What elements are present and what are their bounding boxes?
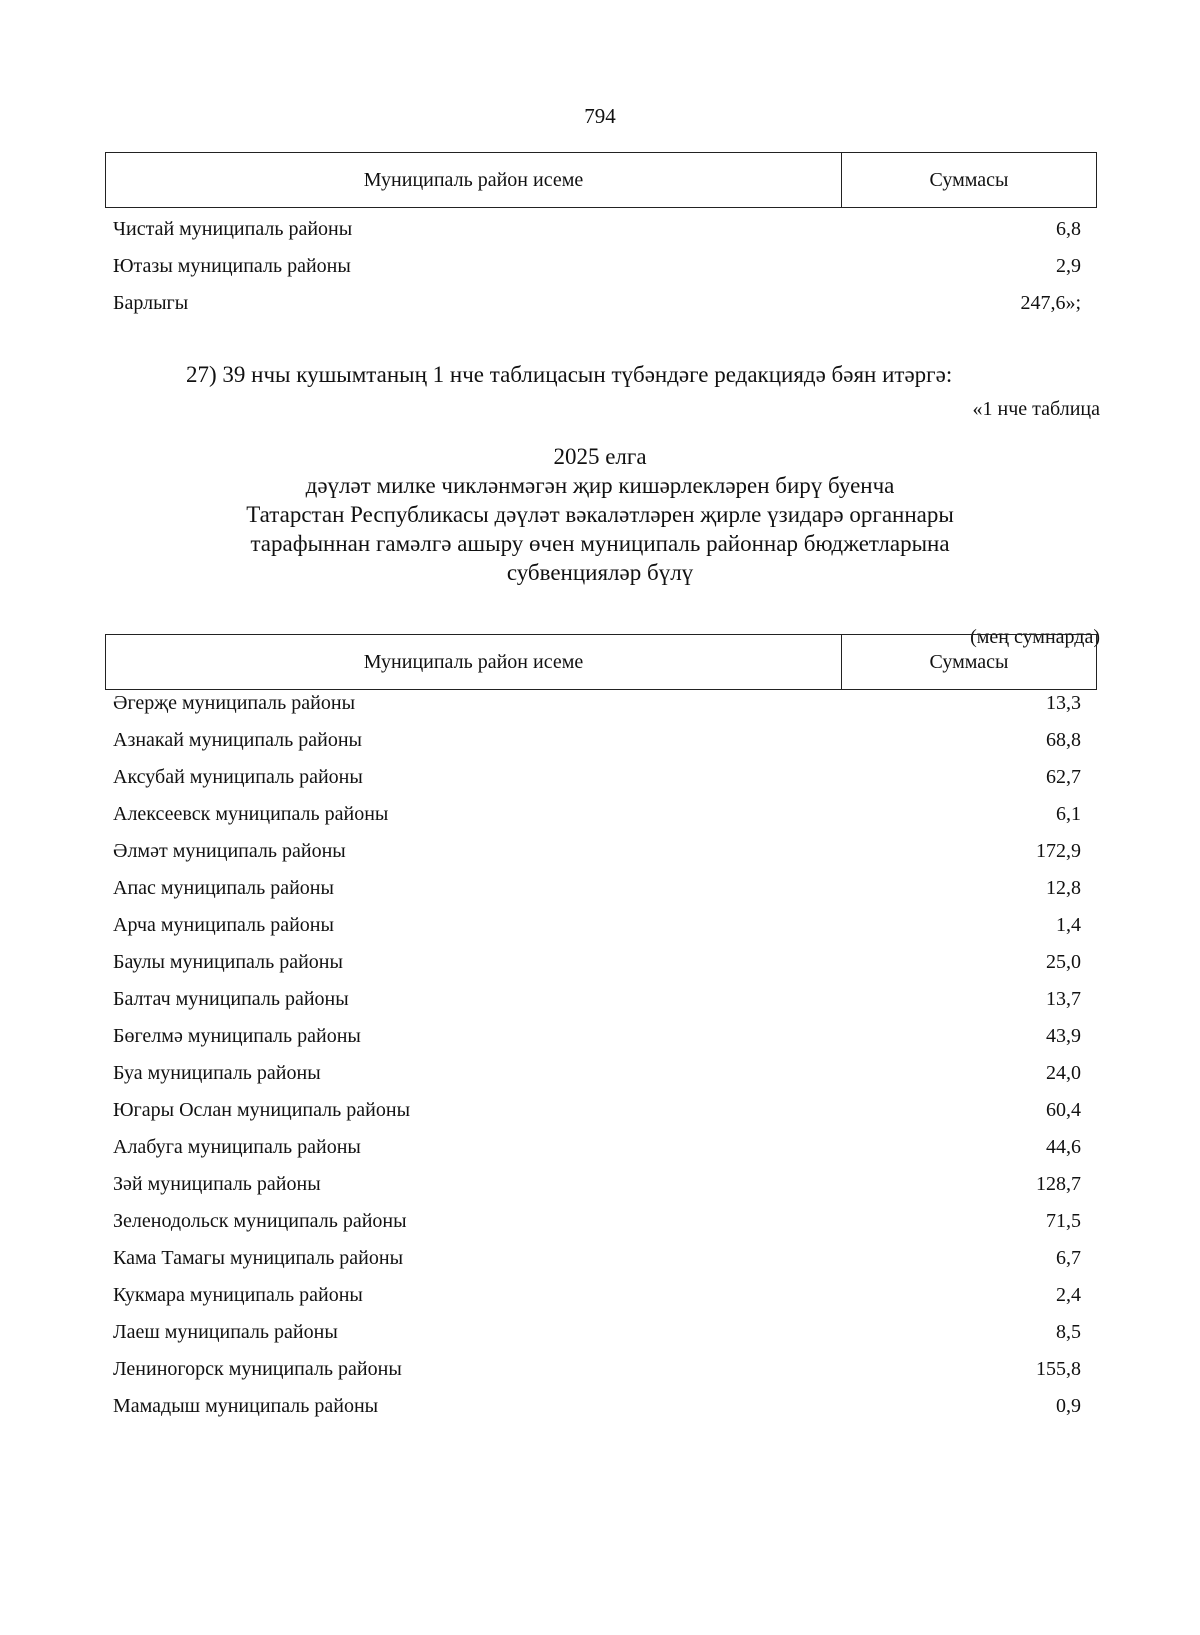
row-name: Югары Ослан муниципаль районы [113,1099,411,1121]
top-table-header [105,152,1097,208]
main-table-header [105,634,1097,690]
table-row [113,1203,1081,1240]
table-row [113,944,1081,981]
row-name: Лениногорск муниципаль районы [113,1358,402,1380]
units-note: (мең сумнарда) [970,626,1100,648]
row-value: 6,1 [1056,803,1081,825]
table-row [113,1240,1081,1277]
row-value: 24,0 [1046,1062,1081,1084]
row-name: Алабуга муниципаль районы [113,1136,361,1158]
column-header-sum: Суммасы [929,168,1009,191]
column-header-name: Муниципаль район исеме [106,153,842,207]
table-row [113,248,1081,285]
row-value: 172,9 [1036,840,1081,862]
row-value: 6,7 [1056,1247,1081,1269]
table-title-line: тарафыннан гамәлгә ашыру өчен муниципаль районнар бюджетларына [250,531,950,556]
table-row [113,833,1081,870]
row-value: 68,8 [1046,729,1081,751]
row-name: Кукмара муниципаль районы [113,1284,363,1306]
page-number: 794 [584,104,616,128]
row-name: Арча муниципаль районы [113,914,334,936]
row-name: Зәй муниципаль районы [113,1173,321,1195]
row-name: Азнакай муниципаль районы [113,729,362,751]
row-name: Лаеш муниципаль районы [113,1321,338,1343]
table-row [113,796,1081,833]
row-value: 43,9 [1046,1025,1081,1047]
table-title-line: субвенцияләр бүлү [506,560,694,585]
table-row [113,1166,1081,1203]
row-name: Мамадыш муниципаль районы [113,1395,379,1417]
table-row [113,1092,1081,1129]
table-row [113,722,1081,759]
row-value: 62,7 [1046,766,1081,788]
row-name: Чистай муниципаль районы [113,218,353,240]
table-row [113,685,1081,722]
row-name: Әгерҗе муниципаль районы [113,692,356,714]
row-value: 1,4 [1056,914,1081,936]
table-label: «1 нче таблица [972,398,1100,420]
row-value: 128,7 [1036,1173,1081,1195]
row-value: 13,3 [1046,692,1081,714]
row-value: 71,5 [1046,1210,1081,1232]
table-row [113,759,1081,796]
row-name: Буа муниципаль районы [113,1062,321,1084]
row-value: 2,4 [1056,1284,1081,1306]
total-row [113,285,1081,322]
row-name: Баулы муниципаль районы [113,951,343,973]
column-header-name: Муниципаль район исеме [106,635,842,689]
table-row [113,1277,1081,1314]
instruction-text: 27) 39 нчы кушымтаның 1 нче таблицасын түбәндәге редакциядә бәян итәргә: [186,362,953,387]
row-name: Балтач муниципаль районы [113,988,349,1010]
table-row [113,1388,1081,1425]
table-title-line: Татарстан Республикасы дәүләт вәкаләтләрен җирле үзидарә органнары [246,502,954,527]
column-header-sum: Суммасы [929,650,1009,673]
row-value: 25,0 [1046,951,1081,973]
row-name: Кама Тамагы муниципаль районы [113,1247,404,1269]
table-title-line: дәүләт милке чикләнмәгән җир кишәрлекләрен бирү буенча [305,473,895,498]
table-row [113,981,1081,1018]
table-row [113,1129,1081,1166]
table-row [113,1018,1081,1055]
row-value: 12,8 [1046,877,1081,899]
row-name: Алексеевск муниципаль районы [113,803,389,825]
table-row [113,1314,1081,1351]
table-row [113,870,1081,907]
row-value: 2,9 [1056,255,1081,277]
row-name: Бөгелмә муниципаль районы [113,1025,361,1047]
total-value: 247,6»; [1020,292,1081,314]
table-row [113,907,1081,944]
table-row [113,1351,1081,1388]
row-name: Апас муниципаль районы [113,877,334,899]
row-value: 13,7 [1046,988,1081,1010]
row-value: 6,8 [1056,218,1081,240]
row-name: Аксубай муниципаль районы [113,766,363,788]
table-row [113,211,1081,248]
row-value: 0,9 [1056,1395,1081,1417]
row-value: 60,4 [1046,1099,1081,1121]
row-value: 155,8 [1036,1358,1081,1380]
row-name: Әлмәт муниципаль районы [113,840,346,862]
row-value: 44,6 [1046,1136,1081,1158]
row-name: Зеленодольск муниципаль районы [113,1210,407,1232]
table-row [113,1055,1081,1092]
total-label: Барлыгы [113,292,189,314]
row-value: 8,5 [1056,1321,1081,1343]
table-title-line: 2025 елга [553,444,647,469]
row-name: Ютазы муниципаль районы [113,255,351,277]
